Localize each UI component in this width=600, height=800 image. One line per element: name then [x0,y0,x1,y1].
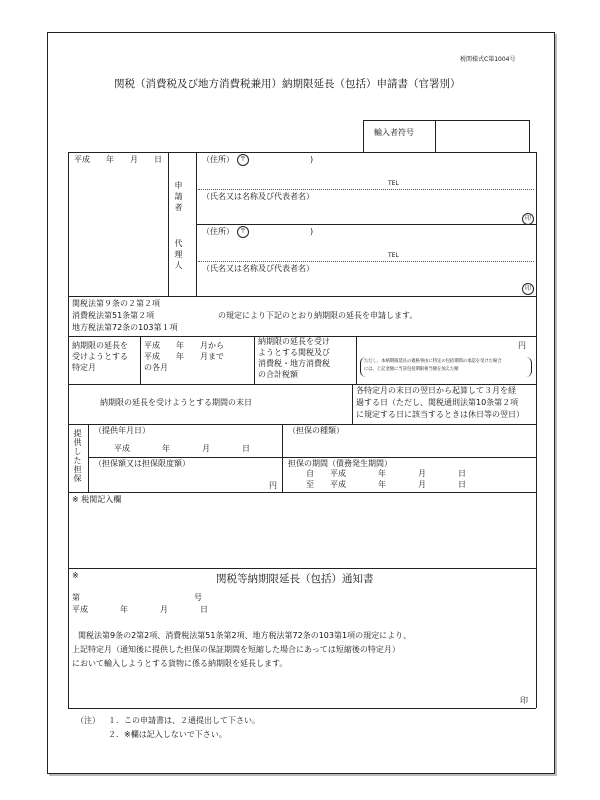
applicant-address-label: （住所） [202,155,234,164]
collateral-to-prefix: 至 [306,480,314,489]
period-from[interactable]: 平成 年 月から [144,341,224,350]
applicant-side-divider-left [168,152,169,296]
collateral-date-value[interactable]: 平成 年 月 日 [114,444,250,453]
applicant-agent-separator [196,224,536,225]
customs-field-label: ※ 税関記入欄 [72,495,122,504]
period-divider-3 [356,336,357,384]
collateral-period-label: 担保の期間（債務発生期間） [288,459,392,468]
notice-seal: 印 [520,696,528,705]
extension-end-desc-1: 各特定月の末日の翌日から起算して３月を経 [356,386,516,395]
applicant-address-rule [198,189,534,190]
period-each-month: の各月 [144,363,168,372]
applicant-side-label: 申請者 [174,181,183,214]
agent-name-label: （氏名又は名称及び代表者名） [202,264,314,273]
applicant-address-input[interactable] [202,166,532,178]
period-to[interactable]: 平成 年 月まで [144,352,224,361]
total-tax-amount-input[interactable] [360,338,510,352]
notice-mark: ※ [72,571,79,580]
collateral-row-separator [88,457,536,458]
table-top-line [68,152,536,153]
collateral-from-prefix: 自 [306,469,314,478]
extension-end-desc-3: に規定する日に該当するときは休日等の翌日） [356,410,524,419]
legal-basis-customs: 関税法第９条の２第２項 [72,299,160,308]
importer-code-right [529,120,530,152]
collateral-top-line [68,424,536,425]
period-divider-1 [140,336,141,384]
customs-field-top-line [68,492,536,493]
amount-label-2: ようとする関税及び [258,348,330,357]
collateral-type-input[interactable] [288,437,528,455]
table-bottom-line [68,708,536,709]
notice-number-label: 第 [72,593,80,602]
agent-postal-mark: 〒 [237,226,249,238]
legal-basis-local-tax: 地方税法第72条の103第１項 [72,323,178,332]
notice-body-2: 上記特定月（通知後に提供した担保の保証期間を短縮した場合にあっては短縮後の特定月） [72,645,400,654]
amount-yen-unit: 円 [518,341,526,350]
period-label-1: 納期限の延長を [72,341,128,350]
agent-seal: 印 [522,283,534,295]
collateral-mid-divider [282,424,283,492]
table-left-border [68,152,69,708]
collateral-amount-input[interactable] [94,470,264,486]
importer-code-top [363,120,529,121]
notice-date: 平成 年 月 日 [72,605,208,614]
importer-code-divider [435,120,436,152]
amount-note-1: ただし、本納期限延長の適格事由に特定の包括期間の承認を受けた場合 [364,359,502,364]
amount-note-2: には、上記金額に当該包括期限相当額を加えた額 [364,367,459,372]
notice-number-suffix: 号 [194,593,202,602]
importer-code-label: 輸入者符号 [374,128,414,137]
extension-end-desc-2: 過する日（ただし、関税通則法第10条第２項 [356,398,519,407]
amount-label-1: 納期限の延長を受け [258,337,330,346]
collateral-amount-label: （担保額又は担保限度額） [94,459,190,468]
period-label-2: 受けようとする [72,352,128,361]
collateral-type-label: （担保の種類） [288,426,344,435]
applicant-tel-label: TEL [388,180,399,187]
footnote-item-2: ２．※欄は記入しないで下さい。 [108,730,227,739]
agent-tel-label: TEL [388,252,399,259]
agent-address-input[interactable] [202,238,532,250]
footnote-label: （注） [76,716,100,725]
application-date[interactable]: 平成 年 月 日 [74,155,162,164]
collateral-date-label: （提供年月日） [94,426,150,435]
extension-top-line [68,384,536,385]
legal-basis-suffix: の規定により下記のとおり納期限の延長を申請します。 [218,311,418,320]
applicant-postal-mark: 〒 [237,154,249,166]
agent-side-label: 代理人 [174,239,183,272]
table-right-border [536,152,537,708]
legal-basis-consumption-tax: 消費税法第51条第２項 [72,311,155,320]
agent-address-label: （住所） [202,227,234,236]
form-title: 関税（消費税及び地方消費税兼用）納期限延長（包括）申請書（官署別） [114,78,461,90]
notice-body-1: 関税法第9条の2第2項、消費税法第51条第2項、地方税法第72条の103第1項の規定により、 [78,631,412,640]
form-number: 税関様式C第1004号 [460,56,516,63]
agent-address-rule [198,261,534,262]
party-bottom-line [68,296,536,297]
amount-label-4: の合計税額 [258,370,298,379]
collateral-side-divider [88,424,89,492]
applicant-name-input[interactable] [202,203,512,219]
agent-address-close: ) [310,227,314,236]
notice-top-line [68,568,536,569]
applicant-seal: 印 [522,213,534,225]
importer-code-input[interactable] [437,122,527,150]
applicant-address-close: ) [310,155,314,164]
importer-code-left [363,120,364,152]
footnote-item-1: １．この申請書は、２通提出して下さい。 [108,716,260,725]
application-form [47,32,555,774]
extension-end-label: 納期限の延長を受けようとする期間の末日 [100,398,252,407]
collateral-from-date[interactable]: 平成 年 月 日 [330,469,466,478]
agent-name-input[interactable] [202,275,512,291]
period-divider-2 [254,336,255,384]
extension-divider [352,384,353,424]
collateral-to-date[interactable]: 平成 年 月 日 [330,480,466,489]
period-label-3: 特定月 [72,363,96,372]
applicant-name-label: （氏名又は名称及び代表者名） [202,192,314,201]
collateral-side-label: 提供した担保 [73,429,82,483]
amount-label-3: 消費税・地方消費税 [258,359,330,368]
notice-body-3: において輸入しようとする貨物に係る納期限を延長します。 [72,659,288,668]
notice-title: 関税等納期限延長（包括）通知書 [216,573,374,585]
collateral-yen-unit: 円 [269,481,277,490]
